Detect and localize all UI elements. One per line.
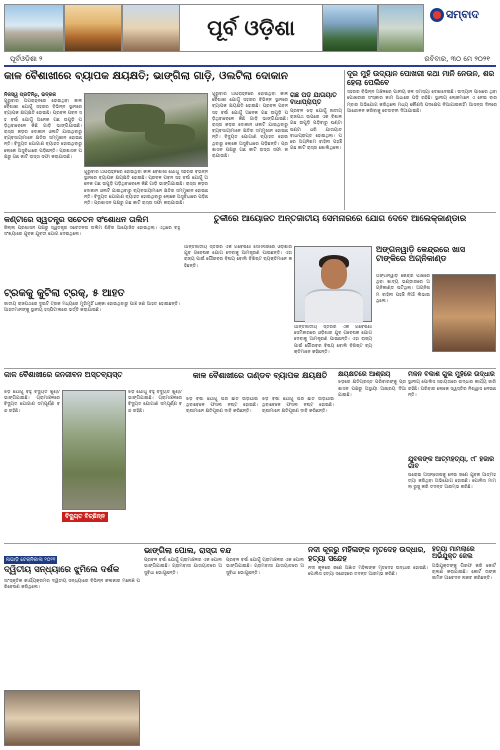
anganwadi-headline: ଅଙ୍ଗନୱାଡ଼ି କେନ୍ଦ୍ରରେ ଖାସ ଟାଙ୍କିରେ ଅଗ୍ନିକାଣ୍ଡ	[376, 245, 466, 264]
newspaper-title: ପୂର୍ବ ଓଡ଼ିଶା	[180, 4, 322, 52]
truck-story	[4, 288, 180, 365]
anganwadi-headline-box	[376, 245, 496, 271]
lead-photo-storm-damage	[84, 93, 208, 167]
bridge-headline: ଭାଙ୍ଗିଲା ପୋଲ, ରାସ୍ତା ବନ୍ଦ	[144, 546, 232, 555]
lead-body: ଗୁରୁବାର ଅପରାହ୍ନରେ ହୋଇଥିବା କାଳ ବୈଶାଖୀ ଯୋଗୁଁ ସହରର ବିଭିନ୍ନ ସ୍ଥାନରେ ବ୍ୟାପକ କ୍ଷୟକ୍ଷତି ହୋଇଛି। ପ୍ରବଳ ପବନ ସହ ବର୍ଷା ଯୋଗୁଁ ଅନେକ ଗଛ ଉପୁଡ଼ି ପଡ଼ିଥିବାବେଳେ କିଛି ଗାଡ଼ି ଭାଙ୍ଗିଯାଇଛି। ରାସ୍ତା କଡ଼ର ଦୋକାନ ଓଲଟି ଯାଇଥିବାରୁ ବ୍ୟବସାୟୀମାନେ କ୍ଷତିର ସମ୍ମୁଖୀନ ହୋଇଛନ୍ତି। ବିଦ୍ୟୁତ ଯୋଗାଣ ବ୍ୟାହତ ହୋଇଥିବାରୁ ଲୋକେ ଅସୁବିଧାରେ ପଡ଼ିଛନ୍ତି। ପ୍ରଶାସନ ପକ୍ଷରୁ ଗଛ କାଟି ରାସ୍ତା ସଫା କରାଯାଉଛି।	[4, 99, 82, 160]
bridge-body-col1: ପ୍ରବଳ ବର୍ଷା ଯୋଗୁଁ ଗ୍ରାମାଞ୍ଚଳର ଏକ ପୋଲ ଭାଙ୍ଗିଯାଇଛି। ଗ୍ରାମବାସୀ ଯାତାୟାତରେ ଅସୁବିଧା ଭୋଗୁଛନ୍ତି।	[144, 558, 222, 576]
lead-body-cont-2: ଗୁରୁବାର ଅପରାହ୍ନରେ ହୋଇଥିବା କାଳ ବୈଶାଖୀ ଯୋଗୁଁ ସହରର ବିଭିନ୍ନ ସ୍ଥାନରେ ବ୍ୟାପକ କ୍ଷୟକ୍ଷତି ହୋଇଛି। ପ୍ରବଳ ପବନ ସହ ବର୍ଷା ଯୋଗୁଁ ଅନେକ ଗଛ ଉପୁଡ଼ି ପଡ଼ିଥିବାବେଳେ କିଛି ଗାଡ଼ି ଭାଙ୍ଗିଯାଇଛି। ରାସ୍ତା କଡ଼ର ଦୋକାନ ଓଲଟି ଯାଇଥିବାରୁ ବ୍ୟବସାୟୀମାନେ କ୍ଷତିର ସମ୍ମୁଖୀନ ହୋଇଛନ୍ତି। ବିଦ୍ୟୁତ ଯୋଗାଣ ବ୍ୟାହତ ହୋଇଥିବାରୁ ଲୋକେ ଅସୁବିଧାରେ ପଡ଼ିଛନ୍ତି। ପ୍ରଶାସନ ପକ୍ଷରୁ ଗଛ କାଟି ରାସ୍ତା ସଫା କରାଯାଉଛି।	[212, 92, 288, 160]
brand	[430, 8, 479, 22]
issue-date: ରବିବାର, ୩୦ ମେ ୨୦୨୧	[424, 55, 490, 63]
right-low-body: ଝଡ଼ରେ କ୍ଷତିଗ୍ରସ୍ତ ପରିବାରଙ୍କୁ ପ୍ରଶାସନ ପକ୍ଷରୁ ଅସ୍ଥାୟୀ ଆଶ୍ରୟ ଦିଆଯାଇଛି।	[338, 380, 406, 398]
road-headline: ଗଛ ପଡ଼ି ଯାତାୟାତ ବାଧାପ୍ରାପ୍ତ	[290, 92, 337, 107]
youth-body: ଘରୋଇ ଅସନ୍ତୋଷକୁ ନେଇ ଜଣେ ଯୁବକ ଆତ୍ମହତ୍ୟା କରିଥିବା ଅଭିଯୋଗ ହୋଇଛି। ପୋଲିସ ମାମଲା ରୁଜୁ କରି ତଦନ୍ତ ଆରମ୍ଭ କରିଛି।	[408, 472, 496, 491]
lead-headline-box	[4, 70, 334, 90]
storm-nature-body-2	[128, 390, 182, 540]
training-story	[4, 215, 180, 285]
cultural-program-photo	[4, 690, 140, 746]
rescue-headline: ମିଳନ ବିକାଶ ଗୁଲ ମୁହଁରେ ଉଦ୍ଧାର	[408, 371, 495, 378]
training-headline: କଣ୍ଟାରେ ସ୍ୱତନ୍ତ୍ର ସଚେତନ ସଂଶୋଧନ ତାଲିମ	[4, 215, 149, 224]
seminar-body-2	[294, 325, 372, 365]
truck-body: ଜାତୀୟ ରାଜପଥରେ ଦୁଇଟି ଟ୍ରକ ମଧ୍ୟରେ ମୁହାଁମୁହିଁ ଧକ୍କା ହୋଇଥିବାରୁ ପାଞ୍ଚ ଜଣ ଆହତ ହୋଇଛନ୍ତି। ଆହତମାନଙ୍କୁ ସ୍ଥାନୀୟ ହସ୍ପିଟାଲରେ ଭର୍ତ୍ତି କରାଯାଇଛି।	[4, 301, 180, 313]
murder-story	[432, 546, 496, 746]
river-headline: ନଦୀ କୂଳରୁ ମହିଳାଙ୍କ ମୃତଦେହ ଉଦ୍ଧାର, ହତ୍ୟା ସନ୍ଦେହ	[308, 546, 426, 563]
storm-nature-tree-photo	[62, 390, 126, 510]
storm-loss-headline-box	[186, 371, 334, 395]
storm-nature-body-text: ଝଡ଼ ଯୋଗୁଁ ବହୁ ବିଦ୍ୟୁତ ଖୁଣ୍ଟି ଭାଙ୍ଗିଯାଇଛି। ଗ୍ରାମାଞ୍ଚଳରେ ବିଦ୍ୟୁତ ଯୋଗାଣ ସମ୍ପୂର୍ଣ୍ଣ ବନ୍ଦ ରହିଛି।	[4, 390, 60, 414]
masthead-photo-temple	[4, 4, 64, 52]
storm-nature-headline: କାଳ ବୈଶାଖୀରେ ଜନଜୀବନ ଅସ୍ତବ୍ୟସ୍ତ	[4, 371, 123, 379]
road-body: ପ୍ରବଳ ଝଡ଼ ଯୋଗୁଁ ଜାତୀୟ ରାଜପଥ ଉପରେ ଏକ ବିଶାଳ ଗଛ ଉପୁଡ଼ି ପଡ଼ିବାରୁ ଘଣ୍ଟା ଘଣ୍ଟା ଧରି ଯାତାୟାତ ବାଧାପ୍ରାପ୍ତ ହୋଇଥିଲା। ପରେ ଅଗ୍ନିଶମ ବାହିନୀ ପହଞ୍ଚି ଗଛ କାଟି ରାସ୍ତା ଖୋଲିଥିଲେ।	[290, 108, 342, 152]
dateline	[4, 55, 496, 67]
training-body: ଜିଲ୍ଲା ପ୍ରଶାସନ ପକ୍ଷରୁ ସ୍ୱତନ୍ତ୍ର ସଚେତନତା ତାଲିମ ଶିବିର ଆୟୋଜିତ ହୋଇଥିଲା। ଏଥିରେ ବହୁ ସଂଖ୍ୟାରେ ଯୁବକ ଯୁବତୀ ଯୋଗ ଦେଇଥିଲେ।	[4, 226, 180, 238]
cultural-body: ସାଂସ୍କୃତିକ କାର୍ଯ୍ୟକ୍ରମର ଦ୍ୱିତୀୟ ସନ୍ଧ୍ୟାରେ ବିଭିନ୍ନ କଳାକାର ମନୋଜ୍ଞ ପରିବେଷଣ କରିଥିଲେ।	[4, 578, 140, 590]
lead-byline: ନିଜସ୍ୱ ପ୍ରତିନିଧି, ଭଦ୍ରକ	[4, 92, 57, 98]
anganwadi-body	[376, 274, 430, 364]
rescue-body: ସ୍ଥାନୀୟ ପୋଲିସ ସହାୟତାରେ ଉଦ୍ଧାର କାର୍ଯ୍ୟ ଜାରି ରହିଛି। ପରିବାର ଲୋକେ ସ୍ୱସ୍ତିର ନିଶ୍ୱାସ ନେଇଛନ୍ତି।	[408, 380, 496, 398]
storm-nature-body	[4, 390, 60, 540]
seminar-portrait-photo	[294, 246, 372, 322]
seminar-headline-box	[184, 215, 496, 243]
masthead	[4, 2, 496, 54]
anganwadi-body-text: ଅଙ୍ଗନୱାଡ଼ି କେନ୍ଦ୍ର ପାଖରେ ଥିବା ଖାଦ୍ୟ ଭଣ୍ଡାରରେ ଅଗ୍ନିକାଣ୍ଡ ଘଟିଥିଲା। ଅଗ୍ନିଶମ ବାହିନୀ ପହଞ୍ଚି ନିଆଁ ଲିଭାଇଥିଲେ।	[376, 274, 430, 304]
right-low-story	[338, 371, 406, 541]
lead-body-cont: ଗୁରୁବାର ଅପରାହ୍ନରେ ହୋଇଥିବା କାଳ ବୈଶାଖୀ ଯୋଗୁଁ ସହରର ବିଭିନ୍ନ ସ୍ଥାନରେ ବ୍ୟାପକ କ୍ଷୟକ୍ଷତି ହୋଇଛି। ପ୍ରବଳ ପବନ ସହ ବର୍ଷା ଯୋଗୁଁ ଅନେକ ଗଛ ଉପୁଡ଼ି ପଡ଼ିଥିବାବେଳେ କିଛି ଗାଡ଼ି ଭାଙ୍ଗିଯାଇଛି। ରାସ୍ତା କଡ଼ର ଦୋକାନ ଓଲଟି ଯାଇଥିବାରୁ ବ୍ୟବସାୟୀମାନେ କ୍ଷତିର ସମ୍ମୁଖୀନ ହୋଇଛନ୍ତି। ବିଦ୍ୟୁତ ଯୋଗାଣ ବ୍ୟାହତ ହୋଇଥିବାରୁ ଲୋକେ ଅସୁବିଧାରେ ପଡ଼ିଛନ୍ତି। ପ୍ରଶାସନ ପକ୍ଷରୁ ଗଛ କାଟି ରାସ୍ତା ସଫା କରାଯାଉଛି।	[84, 170, 208, 207]
storm-loss-body-col1: ଝଡ଼ ବର୍ଷା ଯୋଗୁଁ ଘର ଛାତ ଉଡ଼ିଯାଇଥିବାବେଳେ ଫସଲ ନଷ୍ଟ ହୋଇଛି। ଚାଷୀମାନେ କ୍ଷତିପୂରଣ ଦାବି କରିଛନ୍ତି।	[186, 397, 258, 415]
cultural-kicker: ନାଭାଡ଼ି ଟେକ୍ନିକାଲ ୨୦୨୧	[6, 557, 56, 563]
river-story	[308, 546, 428, 746]
storm-loss-body-col2: ଝଡ଼ ବର୍ଷା ଯୋଗୁଁ ଘର ଛାତ ଉଡ଼ିଯାଇଥିବାବେଳେ ଫସଲ ନଷ୍ଟ ହୋଇଛି। ଚାଷୀମାନେ କ୍ଷତିପୂରଣ ଦାବି କରିଛନ୍ତି।	[262, 397, 334, 415]
page-number: ପୂର୍ବଓଡ଼ିଶା ୨	[10, 55, 43, 63]
right-top-body: ସହରର ବିଭିନ୍ନ ଅଞ୍ଚଳରେ ପାନୀୟ ଜଳ ସମସ୍ୟା ଦେଖାଦେଇଛି। ଉଦ୍ୟାନ ପାଖରେ ଥିବା ପୋଖରୀର ସଂସ୍କାର କାମ ଅଧାରେ ପଡ଼ି ରହିଛି। ସ୍ଥାନୀୟ ଲୋକମାନେ ଏ ନେଇ ବାରମ୍ବାର ଅଭିଯୋଗ କରିଥିଲେ ମଧ୍ୟ କୌଣସି ପଦକ୍ଷେପ ନିଆଯାଇନାହିଁ। ଆସନ୍ତା ଦିନରେ ଆନ୍ଦୋଳନ କରିବାକୁ ଚେତାବନୀ ଦିଆଯାଇଛି।	[347, 90, 497, 114]
right-low-headline: କ୍ଷୟକ୍ଷତିରେ ଆଶ୍ରୟ	[338, 371, 391, 378]
masthead-photo-waterfall	[378, 4, 424, 52]
right-top-headline: ଦୂର ମୁହଁ ଉଦ୍ୟାନ ପୋଖରୀ କଥା ମାନି ନେଉନ, ଶର ହେଲା ପେଲିବେ	[347, 70, 495, 87]
power-cut-tag: ବିଦ୍ୟୁତ ବିଚ୍ଛିନ୍ନ	[62, 512, 108, 522]
masthead-photo-forest	[322, 4, 378, 52]
brand-name: ସମ୍ବାଦ	[446, 8, 479, 21]
masthead-photo-fort	[122, 4, 180, 52]
lead-body-left	[4, 92, 82, 210]
lead-headline: କାଳ ବୈଶାଖୀରେ ବ୍ୟାପକ କ୍ଷୟକ୍ଷତି; ଭାଙ୍ଗିଲା ଗାଡ଼ି, ଓଲଟିଲା ଦୋକାନ	[4, 70, 289, 82]
youth-story	[408, 456, 496, 540]
storm-loss-headline: କାଳ ବୈଶାଖୀରେ ତାଣ୍ଡବ ବ୍ୟାପକ କ୍ଷୟକ୍ଷତି	[192, 371, 328, 380]
storm-nature-headline-box	[4, 371, 182, 387]
river-body: ନଦୀ କୂଳରେ ଜଣେ ଅଜ୍ଞାତ ମହିଳାଙ୍କ ମୃତଦେହ ଉଦ୍ଧାର ହୋଇଛି। ପୋଲିସ ହତ୍ୟା ସନ୍ଦେହରେ ତଦନ୍ତ ଆରମ୍ଭ କରିଛି।	[308, 566, 428, 578]
storm-nature-body-text-2: ଝଡ଼ ଯୋଗୁଁ ବହୁ ବିଦ୍ୟୁତ ଖୁଣ୍ଟି ଭାଙ୍ଗିଯାଇଛି। ଗ୍ରାମାଞ୍ଚଳରେ ବିଦ୍ୟୁତ ଯୋଗାଣ ସମ୍ପୂର୍ଣ୍ଣ ବନ୍ଦ ରହିଛି।	[128, 390, 182, 414]
seminar-headline: ତୁର୍କୀରେ ଆୟୋଜିତ ଅନ୍ତର୍ଜାତୀୟ ସେମିନାରରେ ଯୋଗ ଦେବେ ଆଲେକ୍ଜାଣ୍ଡାର	[213, 215, 467, 224]
bridge-body-col2: ପ୍ରବଳ ବର୍ଷା ଯୋଗୁଁ ଗ୍ରାମାଞ୍ଚଳର ଏକ ପୋଲ ଭାଙ୍ଗିଯାଇଛି। ଗ୍ରାମବାସୀ ଯାତାୟାତରେ ଅସୁବିଧା ଭୋଗୁଛନ୍ତି।	[226, 558, 304, 576]
bridge-story	[144, 546, 304, 746]
rescue-story	[408, 371, 496, 453]
cultural-headline: ଦ୍ୱିତୀୟ ସନ୍ଧ୍ୟାରେ ଝୁମିଲେ ଦର୍ଶକ	[4, 565, 120, 575]
lead-body-mid	[84, 170, 208, 210]
road-story	[290, 92, 342, 210]
masthead-photo-monument	[64, 4, 122, 52]
storm-loss-body	[186, 397, 334, 540]
seminar-body-text: ଆନ୍ତର୍ଜାତୀୟ ସ୍ତରର ଏକ ଗବେଷଣା ସେମିନାରରେ ଓଡ଼ିଶାର ଯୁବ ଗବେଷକ ଯୋଗ ଦେବାକୁ ଆମନ୍ତ୍ରଣ ପାଇଛନ୍ତି। ଏହା ରାଜ୍ୟ ପାଇଁ ଗୌରବର ବିଷୟ ବୋଲି ବିଶିଷ୍ଟ ବ୍ୟକ୍ତିମାନେ କହିଛନ୍ତି।	[184, 245, 292, 269]
truck-headline: ଟ୍ରକକୁ କୁଟିଲା ଟ୍ରକ୍, ୫ ଆହତ	[4, 288, 125, 299]
seminar-body	[184, 245, 292, 365]
brand-logo-icon	[430, 8, 444, 22]
lead-body-right	[212, 92, 288, 210]
anganwadi-fire-photo	[432, 274, 496, 352]
seminar-body-text-2: ଆନ୍ତର୍ଜାତୀୟ ସ୍ତରର ଏକ ଗବେଷଣା ସେମିନାରରେ ଓଡ଼ିଶାର ଯୁବ ଗବେଷକ ଯୋଗ ଦେବାକୁ ଆମନ୍ତ୍ରଣ ପାଇଛନ୍ତି। ଏହା ରାଜ୍ୟ ପାଇଁ ଗୌରବର ବିଷୟ ବୋଲି ବିଶିଷ୍ଟ ବ୍ୟକ୍ତିମାନେ କହିଛନ୍ତି।	[294, 325, 372, 355]
murder-headline: ହତ୍ୟା ମାମଲାରେ ଅଭିଯୁକ୍ତ ଜେଲ	[432, 546, 475, 561]
right-top-story	[347, 70, 497, 210]
youth-headline: ଯୁବକଙ୍କ ଆତ୍ମହତ୍ୟା, ୯୮ ହଜାର ଗାବ	[408, 456, 495, 471]
murder-body: ଅଭିଯୁକ୍ତଙ୍କୁ ଗିରଫ କରି କୋର୍ଟ ଚାଲାଣ କରାଯାଇଛି। କୋର୍ଟ ତାଙ୍କ ଜାମିନ ଆବେଦନ ନାକଚ କରିଛନ୍ତି।	[432, 563, 496, 582]
